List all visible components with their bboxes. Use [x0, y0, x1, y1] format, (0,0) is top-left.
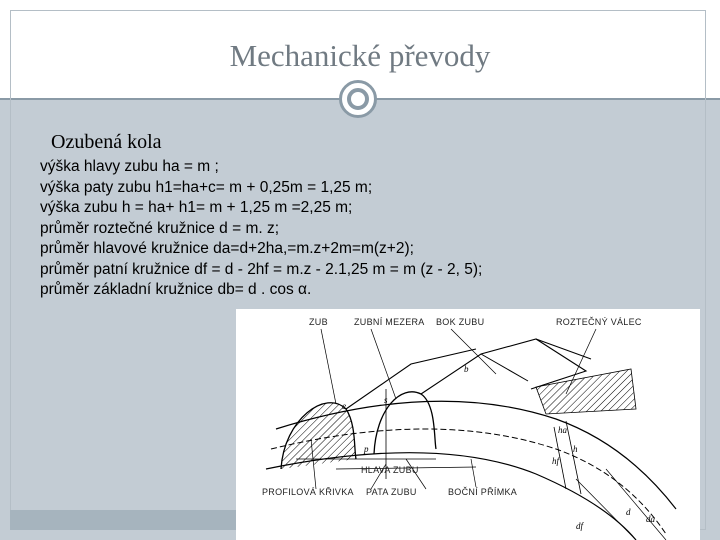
formula-line: průměr základní kružnice db= d . cos α.	[40, 281, 312, 298]
label-bok-zubu: BOK ZUBU	[436, 317, 485, 327]
formula-line: průměr roztečné kružnice d = m. z;	[40, 219, 280, 237]
bottom-accent-bar	[10, 510, 236, 530]
ring-ornament-icon	[339, 80, 377, 118]
symbol-b: b	[464, 364, 469, 374]
label-bocni-primka: BOČNÍ PŘÍMKA	[448, 487, 518, 497]
symbol-hf: hf	[552, 456, 560, 466]
symbol-h: h	[573, 444, 578, 454]
formula-line: průměr hlavové kružnice da=d+2ha,=m.z+2m=m(z+2);	[40, 240, 414, 257]
label-roztecny-valec: ROZTEČNÝ VÁLEC	[556, 317, 642, 327]
gear-tooth-diagram	[236, 309, 700, 540]
symbol-ha: ha	[558, 425, 567, 435]
label-zubni-mezera: ZUBNÍ MEZERA	[354, 317, 425, 327]
symbol-df: df	[576, 521, 584, 531]
formula-line: průměr patní kružnice df = d - 2hf = m.z - 2.1,25 m = m (z - 2, 5);	[40, 260, 483, 278]
symbol-p: p	[364, 444, 369, 454]
gear-tooth-drawing	[236, 309, 700, 540]
label-zub: ZUB	[309, 317, 328, 327]
formula-list	[40, 157, 700, 301]
slide-title: Mechanické převody	[229, 38, 491, 73]
formula-line: výška paty zubu h1=ha+c= m + 0,25m = 1,25 m;	[40, 178, 373, 196]
label-hlava-zubu: HLAVA ZUBU	[361, 465, 419, 475]
symbol-e: e	[342, 401, 346, 411]
formula-line: výška zubu h = ha+ h1= m + 1,25 m =2,25 m;	[40, 199, 353, 216]
symbol-da: da	[646, 514, 655, 524]
slide-subtitle: Ozubená kola	[51, 131, 162, 153]
label-profilova-krivka: PROFILOVÁ KŘIVKA	[262, 487, 354, 497]
formula-line: výška hlavy zubu ha = m ;	[40, 158, 219, 175]
symbol-s: s	[384, 395, 388, 405]
symbol-d: d	[626, 507, 631, 517]
label-pata-zubu: PATA ZUBU	[366, 487, 417, 497]
